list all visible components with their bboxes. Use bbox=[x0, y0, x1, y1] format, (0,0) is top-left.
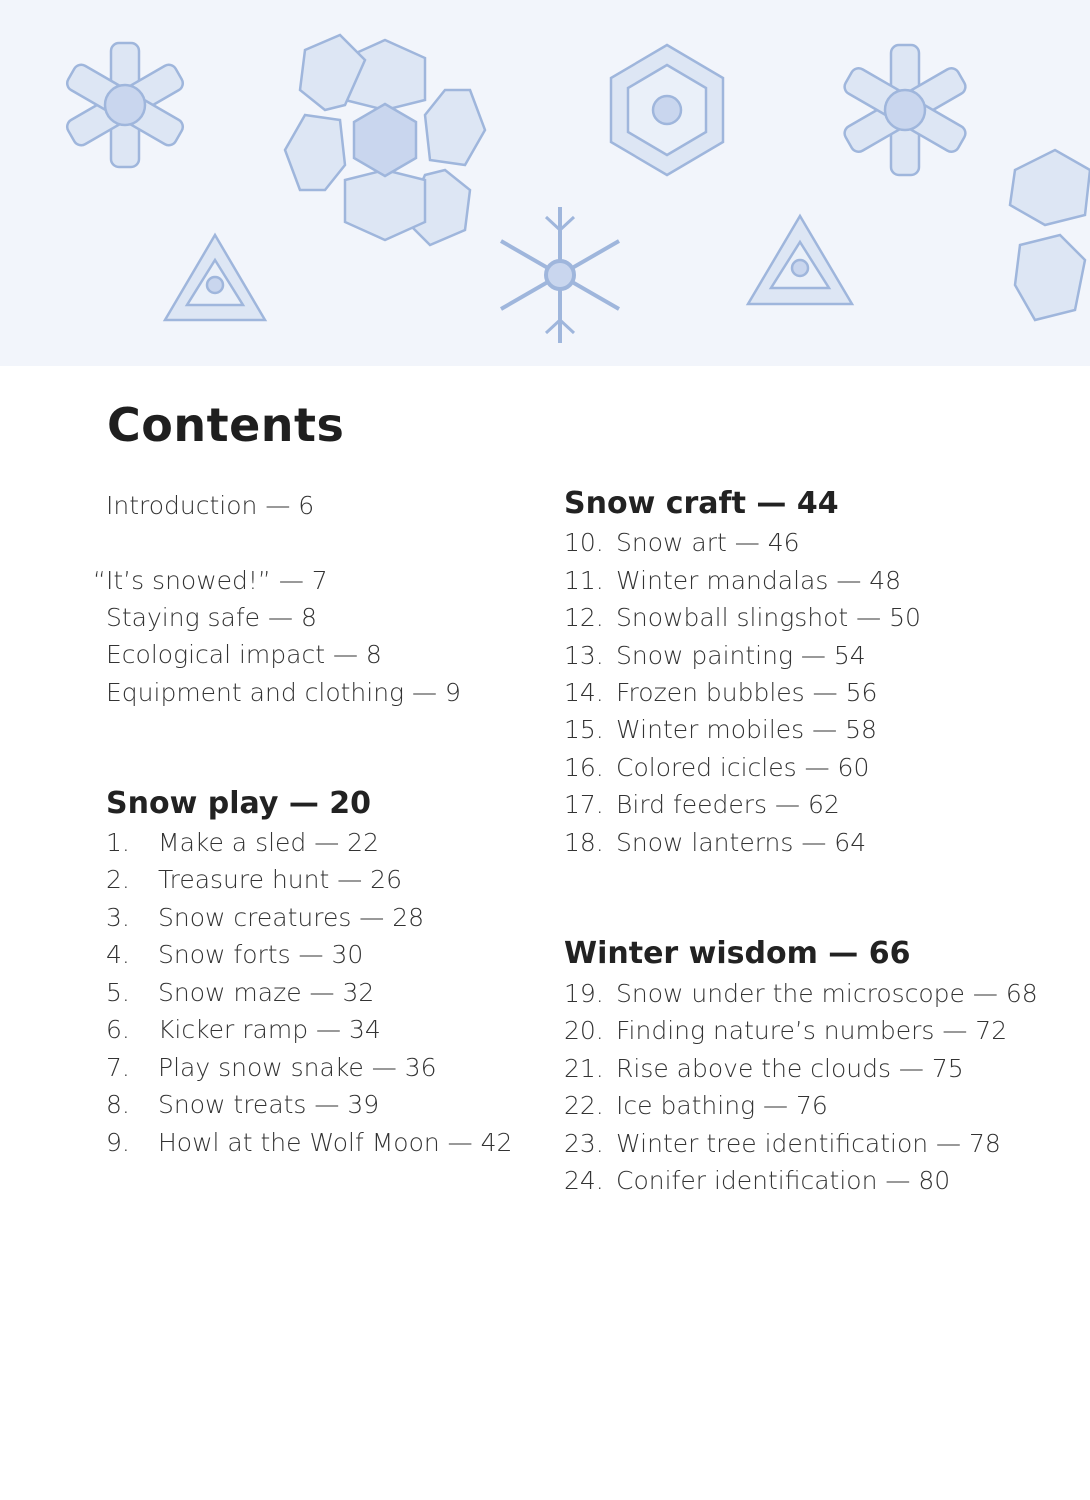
entry-title: Rise above the clouds — 75 bbox=[616, 1054, 964, 1083]
section-heading-snow-play[interactable]: Snow play — 20 bbox=[106, 786, 372, 821]
toc-entry[interactable] bbox=[564, 562, 901, 600]
toc-entry[interactable] bbox=[564, 975, 1038, 1013]
toc-entry[interactable] bbox=[564, 711, 877, 749]
entry-number: 2. bbox=[106, 865, 130, 894]
toc-entry[interactable] bbox=[564, 1012, 1007, 1050]
toc-entry[interactable] bbox=[564, 637, 866, 675]
entry-number: 22. bbox=[564, 1091, 604, 1120]
toc-entry[interactable] bbox=[106, 899, 424, 937]
toc-entry[interactable] bbox=[564, 1087, 828, 1125]
entry-number: 24. bbox=[564, 1166, 604, 1195]
entry-title: Winter tree identification — 78 bbox=[616, 1129, 1001, 1158]
toc-entry[interactable]: Equipment and clothing — 9 bbox=[106, 678, 461, 707]
entry-number: 5. bbox=[106, 978, 130, 1007]
toc-entry[interactable] bbox=[564, 524, 800, 562]
entry-title: Play snow snake — 36 bbox=[158, 1053, 437, 1082]
toc-entry[interactable] bbox=[564, 599, 921, 637]
entry-title: Kicker ramp — 34 bbox=[158, 1015, 381, 1044]
entry-number: 17. bbox=[564, 790, 604, 819]
entry-number: 23. bbox=[564, 1129, 604, 1158]
entry-title: Colored icicles — 60 bbox=[616, 753, 870, 782]
entry-number: 11. bbox=[564, 566, 604, 595]
toc-entry[interactable] bbox=[106, 974, 374, 1012]
entry-title: Treasure hunt — 26 bbox=[158, 865, 402, 894]
entry-number: 4. bbox=[106, 940, 130, 969]
entry-number: 21. bbox=[564, 1054, 604, 1083]
entry-title: Bird feeders — 62 bbox=[616, 790, 840, 819]
entry-title: Snow forts — 30 bbox=[158, 940, 364, 969]
entry-title: Snow maze — 32 bbox=[158, 978, 375, 1007]
toc-entry[interactable] bbox=[106, 1124, 512, 1162]
snowflake-icon bbox=[748, 216, 852, 304]
snowflake-icon bbox=[285, 35, 485, 245]
snowflake-illustration bbox=[0, 0, 1090, 366]
entry-number: 9. bbox=[106, 1128, 130, 1157]
entry-title: Winter mobiles — 58 bbox=[616, 715, 877, 744]
entry-title: Ice bathing — 76 bbox=[616, 1091, 828, 1120]
toc-entry[interactable] bbox=[564, 674, 877, 712]
toc-entry[interactable]: Ecological impact — 8 bbox=[106, 640, 382, 669]
entry-number: 15. bbox=[564, 715, 604, 744]
entry-title: Snow treats — 39 bbox=[158, 1090, 380, 1119]
entry-number: 8. bbox=[106, 1090, 130, 1119]
snowflake-icon bbox=[501, 207, 619, 343]
entry-number: 20. bbox=[564, 1016, 604, 1045]
toc-entry[interactable] bbox=[564, 824, 866, 862]
entry-title: Snow creatures — 28 bbox=[158, 903, 425, 932]
toc-entry[interactable] bbox=[564, 1125, 1001, 1163]
snowflake-icon bbox=[1010, 120, 1090, 320]
entry-number: 10. bbox=[564, 528, 604, 557]
toc-entry[interactable] bbox=[106, 1049, 437, 1087]
toc-entry[interactable]: Staying safe — 8 bbox=[106, 603, 317, 632]
snowflake-icon bbox=[611, 45, 723, 175]
toc-entry[interactable] bbox=[106, 936, 363, 974]
toc-entry[interactable] bbox=[564, 1050, 964, 1088]
entry-title: Snow under the microscope — 68 bbox=[616, 979, 1038, 1008]
toc-entry-introduction[interactable]: Introduction — 6 bbox=[106, 491, 315, 520]
section-heading-snow-craft[interactable]: Snow craft — 44 bbox=[564, 486, 839, 521]
entry-number: 13. bbox=[564, 641, 604, 670]
toc-entry[interactable]: “It’s snowed!” — 7 bbox=[93, 566, 328, 595]
entry-number: 6. bbox=[106, 1015, 130, 1044]
entry-title: Snowball slingshot — 50 bbox=[616, 603, 921, 632]
snowflake-banner bbox=[0, 0, 1090, 366]
entry-title: Howl at the Wolf Moon — 42 bbox=[158, 1128, 513, 1157]
entry-title: Snow art — 46 bbox=[616, 528, 800, 557]
entry-number: 7. bbox=[106, 1053, 130, 1082]
entry-title: Winter mandalas — 48 bbox=[616, 566, 902, 595]
snowflake-icon bbox=[165, 235, 265, 320]
entry-number: 12. bbox=[564, 603, 604, 632]
toc-entry[interactable] bbox=[564, 1162, 950, 1200]
toc-entry[interactable] bbox=[106, 861, 402, 899]
toc-entry[interactable] bbox=[564, 749, 869, 787]
snowflake-icon bbox=[842, 45, 969, 175]
toc-entry[interactable] bbox=[106, 1011, 381, 1049]
snowflake-icon bbox=[64, 43, 185, 167]
entry-number: 1. bbox=[106, 828, 130, 857]
entry-number: 3. bbox=[106, 903, 130, 932]
toc-entry[interactable] bbox=[106, 824, 379, 862]
toc-entry[interactable] bbox=[106, 1086, 379, 1124]
entry-title: Conifer identification — 80 bbox=[616, 1166, 951, 1195]
entry-title: Make a sled — 22 bbox=[158, 828, 379, 857]
section-heading-winter-wisdom[interactable]: Winter wisdom — 66 bbox=[564, 936, 911, 971]
entry-number: 18. bbox=[564, 828, 604, 857]
toc-entry[interactable] bbox=[564, 786, 840, 824]
page-title: Contents bbox=[107, 398, 345, 452]
entry-title: Snow lanterns — 64 bbox=[616, 828, 867, 857]
entry-title: Snow painting — 54 bbox=[616, 641, 866, 670]
entry-number: 14. bbox=[564, 678, 604, 707]
entry-number: 19. bbox=[564, 979, 604, 1008]
entry-title: Finding nature’s numbers — 72 bbox=[616, 1016, 1008, 1045]
entry-title: Frozen bubbles — 56 bbox=[616, 678, 878, 707]
entry-number: 16. bbox=[564, 753, 604, 782]
